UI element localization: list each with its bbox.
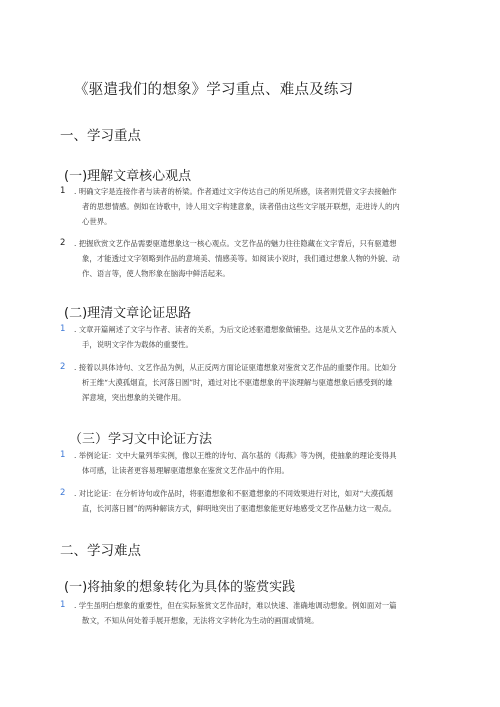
- list-item: [60, 322, 446, 352]
- list-number: 2: [60, 362, 66, 372]
- list-text-line: 析王维“大漠孤烟直，长河落日圆”时，通过对比不驱遣想象的平淡理解与驱遣想象后感受到的雄: [82, 378, 393, 387]
- list-text-line: 直，长河落日圆”的两种解读方式，鲜明地突出了驱遣想象能更好地感受文艺作品魅力这一观点。: [82, 504, 397, 513]
- list-text-line: . 学生虽明白想象的重要性，但在实际鉴赏文艺作品时，难以快速、准确地调动想象。例如面对一篇: [74, 601, 397, 610]
- section-heading-focus: 一、学习重点: [60, 128, 141, 144]
- list-item: [60, 360, 446, 405]
- list-text-line: . 接着以具体诗句、文艺作品为例，从正反两方面论证驱遣想象对鉴赏文艺作品的重要作用。比如分: [74, 363, 397, 372]
- subheading-core-viewpoint: (一)理解文章核心观点: [64, 169, 192, 184]
- list-item: [60, 236, 446, 281]
- list-item: [60, 184, 446, 229]
- list-text-line: . 明确文字是连接作者与读者的桥梁。作者通过文字传达自己的所见所感，读者则凭借文字去接触作: [74, 187, 397, 196]
- document-title: 《驱遣我们的想象》学习重点、难点及练习: [74, 82, 354, 98]
- subheading-argument-methods: （三）学习文中论证方法: [69, 432, 213, 447]
- list-text-line: 手，说明文字作为载体的重要性。: [82, 340, 193, 349]
- list-text-line: . 把握欣赏文艺作品需要驱遣想象这一核心观点。文艺作品的魅力往往隐藏在文字背后，只有驱遣想: [74, 239, 397, 248]
- section-heading-difficulties: 二、学习难点: [60, 543, 141, 559]
- list-number: 1: [60, 324, 66, 334]
- list-item: [60, 486, 446, 516]
- list-item: [60, 598, 446, 628]
- list-text-line: . 文章开篇阐述了文字与作者、读者的关系，为后文论述驱遣想象做铺垫。这是从文艺作品的本质入: [74, 325, 397, 334]
- list-number: 1: [60, 600, 66, 610]
- subheading-argument-structure: (二)理清文章论证思路: [64, 306, 192, 321]
- list-text-line: 心世界。: [82, 217, 112, 226]
- subheading-imagination-practice: (一)将抽象的想象转化为具体的鉴赏实践: [64, 580, 296, 595]
- list-text-line: 体可感，让读者更容易理解驱遣想象在鉴赏文艺作品中的作用。: [82, 466, 289, 475]
- list-text-line: 者的思想情感。例如在诗歌中，诗人用文字构建意象，读者借由这些文字展开联想，走进诗人的内: [82, 202, 400, 211]
- list-text-line: 浑意境，突出想象的关键作用。: [82, 393, 186, 402]
- list-text-line: 象，才能透过文字领略到作品的意境美、情感美等。如阅读小说时，我们通过想象人物的外貌、动: [82, 254, 400, 263]
- list-text-line: 作、语言等，使人物形象在脑海中鲜活起来。: [82, 269, 230, 278]
- list-text-line: 散文，不知从何处着手展开想象，无法将文字转化为生动的画面或情境。: [82, 616, 319, 625]
- list-number: 2: [60, 488, 66, 498]
- list-number: 1: [60, 450, 66, 460]
- list-number: 1: [60, 186, 66, 196]
- list-text-line: . 对比论证：在分析诗句或作品时，将驱遣想象和不驱遣想象的不同效果进行对比，如对“大漠孤烟: [74, 489, 393, 498]
- list-item: [60, 448, 446, 478]
- list-number: 2: [60, 238, 66, 248]
- list-text-line: . 举例论证：文中大量列举实例，像以王维的诗句、高尔基的《海燕》等为例，使抽象的理论变得具: [74, 451, 397, 460]
